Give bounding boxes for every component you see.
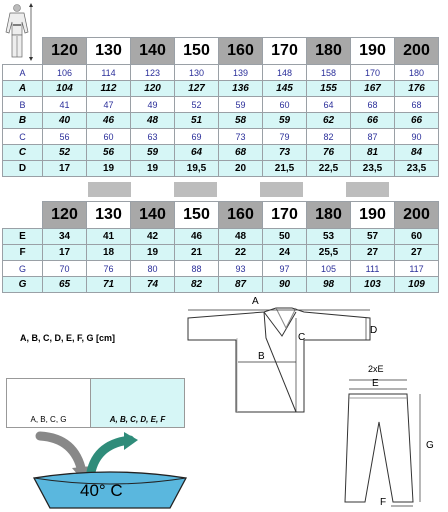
table-cell: 139 — [219, 65, 263, 81]
table-cell: 60 — [395, 229, 439, 245]
before-wash-label: A, B, C, G — [30, 415, 67, 424]
table-cell: 23,5 — [351, 161, 395, 177]
row-label: A — [3, 81, 43, 97]
size-header-cell: 180 — [307, 38, 351, 65]
table-cell: 84 — [395, 145, 439, 161]
table-cell: 58 — [219, 113, 263, 129]
size-header-cell: 130 — [87, 202, 131, 229]
table-cell: 93 — [219, 261, 263, 277]
table-cell: 87 — [351, 129, 395, 145]
table-cell: 88 — [175, 261, 219, 277]
table-cell: 68 — [219, 145, 263, 161]
table-cell: 22,5 — [307, 161, 351, 177]
table-cell: 127 — [175, 81, 219, 97]
separator-gray — [88, 182, 131, 197]
table-row — [3, 113, 439, 129]
table-cell: 46 — [175, 229, 219, 245]
arrow-out-icon — [90, 432, 138, 478]
table-cell: 22 — [219, 245, 263, 261]
size-header-cell: 200 — [395, 202, 439, 229]
table-cell: 82 — [307, 129, 351, 145]
table-cell: 19 — [131, 161, 175, 177]
table-cell: 111 — [351, 261, 395, 277]
table-cell: 51 — [175, 113, 219, 129]
size-header-cell: 190 — [351, 38, 395, 65]
table-cell: 130 — [175, 65, 219, 81]
table-cell: 79 — [263, 129, 307, 145]
size-header-row — [3, 202, 439, 229]
separator-gray — [174, 182, 217, 197]
size-header-cell: 150 — [175, 202, 219, 229]
table-cell: 117 — [395, 261, 439, 277]
table-cell: 74 — [131, 277, 175, 293]
table-cell: 41 — [87, 229, 131, 245]
table-row — [3, 65, 439, 81]
label-f: F — [380, 497, 387, 508]
table-cell: 180 — [395, 65, 439, 81]
table-cell: 59 — [263, 113, 307, 129]
table-cell: 76 — [87, 261, 131, 277]
size-header-cell: 130 — [87, 38, 131, 65]
table-row — [3, 145, 439, 161]
table-cell: 17 — [43, 161, 87, 177]
table-cell: 81 — [351, 145, 395, 161]
size-header-row — [3, 38, 439, 65]
size-header-cell: 160 — [219, 202, 263, 229]
table-cell: 46 — [87, 113, 131, 129]
table-cell: 62 — [307, 113, 351, 129]
table-cell: 60 — [87, 129, 131, 145]
size-header-cell: 140 — [131, 38, 175, 65]
table-cell: 48 — [219, 229, 263, 245]
size-table-bottom — [2, 201, 439, 293]
size-header-cell: 120 — [43, 38, 87, 65]
row-label: F — [3, 245, 43, 261]
before-wash-box — [6, 378, 91, 428]
table-cell: 90 — [263, 277, 307, 293]
table-cell: 66 — [395, 113, 439, 129]
size-header-cell: 190 — [351, 202, 395, 229]
table-cell: 80 — [131, 261, 175, 277]
row-label: D — [3, 161, 43, 177]
row-label: B — [3, 113, 43, 129]
table-row — [3, 277, 439, 293]
table-cell: 18 — [87, 245, 131, 261]
table-cell: 64 — [175, 145, 219, 161]
size-header-cell: 200 — [395, 38, 439, 65]
table-cell: 64 — [307, 97, 351, 113]
table-cell: 42 — [131, 229, 175, 245]
table-row — [3, 261, 439, 277]
table-cell: 59 — [131, 145, 175, 161]
row-label: C — [3, 129, 43, 145]
table-cell: 97 — [263, 261, 307, 277]
label-c: C — [298, 332, 306, 343]
separator-gray — [346, 182, 389, 197]
label-e: E — [372, 378, 379, 389]
table-cell: 66 — [351, 113, 395, 129]
size-header-cell: 120 — [43, 202, 87, 229]
table-cell: 120 — [131, 81, 175, 97]
size-header-cell: 170 — [263, 202, 307, 229]
table-cell: 123 — [131, 65, 175, 81]
table-cell: 87 — [219, 277, 263, 293]
table-cell: 114 — [87, 65, 131, 81]
table-cell: 98 — [307, 277, 351, 293]
size-header-cell: 140 — [131, 202, 175, 229]
table-cell: 167 — [351, 81, 395, 97]
row-label: E — [3, 229, 43, 245]
table-cell: 21 — [175, 245, 219, 261]
table-cell: 27 — [395, 245, 439, 261]
table-cell: 106 — [43, 65, 87, 81]
table-cell: 90 — [395, 129, 439, 145]
table-cell: 52 — [175, 97, 219, 113]
table-cell: 170 — [351, 65, 395, 81]
table-cell: 68 — [351, 97, 395, 113]
table-cell: 176 — [395, 81, 439, 97]
after-wash-box — [91, 378, 185, 428]
table-cell: 112 — [87, 81, 131, 97]
label-b: B — [258, 351, 265, 362]
table-cell: 52 — [43, 145, 87, 161]
table-cell: 53 — [307, 229, 351, 245]
table-cell: 109 — [395, 277, 439, 293]
row-label: G — [3, 277, 43, 293]
table-cell: 24 — [263, 245, 307, 261]
label-2xe: 2xE — [368, 364, 384, 374]
table-cell: 48 — [131, 113, 175, 129]
table-cell: 19 — [87, 161, 131, 177]
table-cell: 70 — [43, 261, 87, 277]
label-d: D — [370, 325, 378, 336]
size-table-top — [2, 37, 439, 177]
table-cell: 57 — [351, 229, 395, 245]
table-cell: 60 — [263, 97, 307, 113]
label-a: A — [252, 296, 259, 307]
size-header-cell: 180 — [307, 202, 351, 229]
size-header-cell: 170 — [263, 38, 307, 65]
table-row — [3, 229, 439, 245]
table-cell: 50 — [263, 229, 307, 245]
table-cell: 56 — [43, 129, 87, 145]
table-cell: 47 — [87, 97, 131, 113]
table-cell: 65 — [43, 277, 87, 293]
table-cell: 23,5 — [395, 161, 439, 177]
units-caption: A, B, C, D, E, F, G [cm] — [20, 333, 116, 343]
row-label: B — [3, 97, 43, 113]
header-corner — [3, 38, 43, 65]
row-label: G — [3, 261, 43, 277]
table-cell: 104 — [43, 81, 87, 97]
table-row — [3, 245, 439, 261]
table-cell: 103 — [351, 277, 395, 293]
table-cell: 68 — [395, 97, 439, 113]
table-cell: 20 — [219, 161, 263, 177]
table-cell: 155 — [307, 81, 351, 97]
size-header-cell: 160 — [219, 38, 263, 65]
separator-gray — [260, 182, 303, 197]
table-cell: 40 — [43, 113, 87, 129]
table-cell: 59 — [219, 97, 263, 113]
table-cell: 82 — [175, 277, 219, 293]
size-header-cell: 150 — [175, 38, 219, 65]
table-cell: 148 — [263, 65, 307, 81]
table-cell: 158 — [307, 65, 351, 81]
table-cell: 21,5 — [263, 161, 307, 177]
table-cell: 19,5 — [175, 161, 219, 177]
after-wash-label: A, B, C, D, E, F — [109, 415, 166, 424]
table-cell: 145 — [263, 81, 307, 97]
table-cell: 76 — [307, 145, 351, 161]
wash-temperature: 40° C — [80, 481, 123, 500]
row-label: C — [3, 145, 43, 161]
pants-outline-icon — [345, 394, 413, 502]
header-corner — [3, 202, 43, 229]
table-row — [3, 129, 439, 145]
table-cell: 25,5 — [307, 245, 351, 261]
table-cell: 56 — [87, 145, 131, 161]
table-cell: 136 — [219, 81, 263, 97]
row-label: A — [3, 65, 43, 81]
table-cell: 49 — [131, 97, 175, 113]
table-cell: 27 — [351, 245, 395, 261]
table-row — [3, 81, 439, 97]
table-cell: 69 — [175, 129, 219, 145]
table-cell: 34 — [43, 229, 87, 245]
table-cell: 71 — [87, 277, 131, 293]
table-cell: 73 — [219, 129, 263, 145]
table-cell: 17 — [43, 245, 87, 261]
table-row — [3, 97, 439, 113]
label-g: G — [426, 440, 434, 451]
table-cell: 41 — [43, 97, 87, 113]
table-cell: 19 — [131, 245, 175, 261]
table-cell: 63 — [131, 129, 175, 145]
table-row — [3, 161, 439, 177]
table-cell: 73 — [263, 145, 307, 161]
table-cell: 105 — [307, 261, 351, 277]
